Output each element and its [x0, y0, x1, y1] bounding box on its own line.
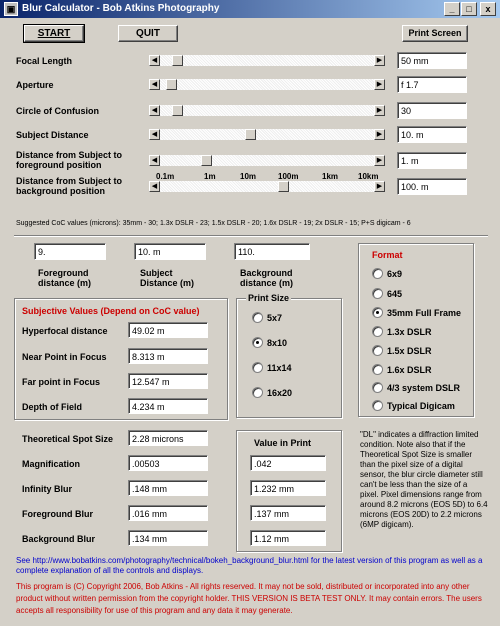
scroll-left-arrow-icon[interactable]: ◀: [149, 129, 160, 140]
format-option-label: 4/3 system DSLR: [387, 382, 461, 393]
subjective-values-title: Subjective Values (Depend on CoC value): [22, 306, 200, 316]
scroll-right-arrow-icon[interactable]: ▶: [374, 155, 385, 166]
scroll-right-arrow-icon[interactable]: ▶: [374, 181, 385, 192]
result-label: Foreground Blur: [22, 509, 93, 519]
result-value-field[interactable]: .016 mm: [128, 505, 208, 521]
print-value-field[interactable]: 1.12 mm: [250, 530, 326, 546]
radio-button-icon[interactable]: [372, 268, 383, 279]
scale-tick: 100m: [278, 172, 299, 181]
scroll-left-arrow-icon[interactable]: ◀: [149, 105, 160, 116]
result-label: Magnification: [22, 459, 80, 469]
slider-track[interactable]: [148, 104, 386, 117]
slider-label: Aperture: [16, 80, 54, 90]
subjective-value-label: Depth of Field: [22, 402, 82, 412]
format-option-label: Typical Digicam: [387, 400, 455, 411]
slider-value-field[interactable]: 100. m: [397, 178, 467, 195]
website-link-note[interactable]: See http://www.bobatkins.com/photography/technical/bokeh_background_blur.html for the latest version of this program as well as a complete explanation of all the controls and displays.: [16, 556, 483, 575]
radio-button-icon[interactable]: [252, 312, 263, 323]
slider-thumb[interactable]: [172, 55, 183, 66]
format-radio[interactable]: [372, 307, 461, 318]
print-value-field[interactable]: 1.232 mm: [250, 480, 326, 496]
scroll-right-arrow-icon[interactable]: ▶: [374, 55, 385, 66]
slider-value-field[interactable]: 30: [397, 102, 467, 119]
scroll-right-arrow-icon[interactable]: ▶: [374, 129, 385, 140]
scroll-left-arrow-icon[interactable]: ◀: [149, 181, 160, 192]
format-option-label: 1.6x DSLR: [387, 364, 432, 375]
quit-button[interactable]: [118, 25, 178, 42]
slider-thumb[interactable]: [172, 105, 183, 116]
format-option-label: 645: [387, 288, 403, 299]
format-radio[interactable]: [372, 268, 402, 279]
value-in-print-title: Value in Print: [254, 438, 312, 448]
scale-tick: 0.1m: [156, 172, 175, 181]
subjective-value-field[interactable]: 12.547 m: [128, 373, 208, 389]
slider-label: Focal Length: [16, 56, 72, 66]
print-screen-button[interactable]: [402, 25, 468, 42]
scale-tick: 10km: [358, 172, 379, 181]
radio-button-icon[interactable]: [252, 362, 263, 373]
print-value-field[interactable]: .042: [250, 455, 326, 471]
slider-thumb[interactable]: [245, 129, 256, 140]
subjective-value-label: Hyperfocal distance: [22, 326, 108, 336]
print-size-radio[interactable]: [252, 337, 287, 348]
radio-button-icon[interactable]: [372, 345, 383, 356]
print-size-option-label: 11x14: [267, 362, 292, 373]
coc-suggestion: Suggested CoC values (microns): 35mm - 30; 1.3x DSLR - 23; 1.5x DSLR - 20; 1.6x DSLR - 19; 2x DSLR - 15; P+S digicam - 6: [16, 220, 411, 227]
print-size-option-label: 5x7: [267, 312, 283, 323]
scale-tick: 10m: [240, 172, 257, 181]
slider-track[interactable]: [148, 180, 386, 193]
subjective-value-field[interactable]: 8.313 m: [128, 348, 208, 364]
print-size-radio[interactable]: [252, 387, 292, 398]
foreground-distance-field[interactable]: 9.: [34, 243, 106, 260]
format-option-label: 1.3x DSLR: [387, 326, 432, 337]
slider-label: Distance from Subject to background position: [16, 176, 123, 196]
title-bar: [0, 0, 500, 18]
radio-button-icon[interactable]: [372, 400, 383, 411]
subjective-value-label: Near Point in Focus: [22, 352, 107, 362]
print-screen-button-label: Print Screen: [408, 28, 462, 38]
close-button[interactable]: x: [480, 2, 496, 16]
result-label: Infinity Blur: [22, 484, 72, 494]
subjective-value-label: Far point in Focus: [22, 377, 100, 387]
format-radio[interactable]: [372, 326, 432, 337]
slider-value-field[interactable]: 1. m: [397, 152, 467, 169]
format-radio[interactable]: [372, 345, 432, 356]
result-value-field[interactable]: .134 mm: [128, 530, 208, 546]
scroll-left-arrow-icon[interactable]: ◀: [149, 155, 160, 166]
slider-label: Distance from Subject to foreground position: [16, 150, 123, 170]
result-label: Theoretical Spot Size: [22, 434, 114, 444]
result-label: Background Blur: [22, 534, 96, 544]
format-radio[interactable]: [372, 400, 455, 411]
subjective-value-field[interactable]: 49.02 m: [128, 322, 208, 338]
format-radio[interactable]: [372, 364, 432, 375]
divider: [14, 235, 488, 237]
slider-track[interactable]: [148, 154, 386, 167]
scale-tick: 1km: [322, 172, 339, 181]
print-size-radio[interactable]: [252, 312, 282, 323]
radio-button-icon[interactable]: [372, 364, 383, 375]
result-value-field[interactable]: .148 mm: [128, 480, 208, 496]
slider-thumb[interactable]: [166, 79, 177, 90]
app-icon: ▣: [4, 2, 18, 16]
radio-button-icon[interactable]: [372, 326, 383, 337]
minimize-button[interactable]: _: [444, 2, 460, 16]
background-distance-label: Background distance (m): [240, 268, 294, 288]
start-button[interactable]: [24, 25, 84, 42]
print-value-field[interactable]: .137 mm: [250, 505, 326, 521]
print-size-option-label: 16x20: [267, 387, 293, 398]
slider-value-field[interactable]: f 1.7: [397, 76, 467, 93]
foreground-distance-label: Foreground distance (m): [38, 268, 92, 288]
copyright-notice: This program is (C) Copyright 2006, Bob Atkins - All rights reserved. It may not be sold, distributed or incorporated into any other product without written permission from the copyright holder. THIS VERSION IS BETA TEST ONLY. It may contain errors. The users accepts all responsibility for use of this program and any data it may generate.: [16, 582, 482, 615]
radio-button-icon[interactable]: [372, 288, 383, 299]
slider-label: Circle of Confusion: [16, 106, 99, 116]
window-title: Blur Calculator - Bob Atkins Photography: [22, 3, 220, 14]
format-radio[interactable]: [372, 382, 460, 393]
slider-value-field[interactable]: 10. m: [397, 126, 467, 143]
format-option-label: 35mm Full Frame: [387, 307, 462, 318]
subject-distance-output-label: Subject Distance (m): [140, 268, 195, 288]
print-size-radio[interactable]: [252, 362, 292, 373]
scroll-left-arrow-icon[interactable]: ◀: [149, 55, 160, 66]
scroll-left-arrow-icon[interactable]: ◀: [149, 79, 160, 90]
slider-track[interactable]: [148, 54, 386, 67]
radio-button-icon[interactable]: [372, 307, 383, 318]
radio-button-icon[interactable]: [252, 387, 263, 398]
subjective-value-field[interactable]: 4.234 m: [128, 398, 208, 414]
background-distance-field[interactable]: 110.: [234, 243, 310, 260]
start-button-label: START: [37, 28, 71, 39]
radio-button-icon[interactable]: [252, 337, 263, 348]
radio-button-icon[interactable]: [372, 382, 383, 393]
scale-tick: 1m: [204, 172, 216, 181]
format-option-label: 1.5x DSLR: [387, 345, 432, 356]
maximize-button[interactable]: □: [461, 2, 477, 16]
quit-button-label: QUIT: [136, 28, 160, 39]
diffraction-note: "DL" indicates a diffraction limited condition. Note also that if the Theoretical Spot Size is smaller than the pixel size of a digital sensor, the blur circle diameter still can't be less than the size of a pixel. Pixel dimensions range from around 8.2 microns (EOS 5D) to 6.4 microns (EOS 20D) to 2.2 microns (6MP digicam).: [360, 430, 488, 529]
result-value-field[interactable]: 2.28 microns: [128, 430, 208, 446]
slider-track[interactable]: [148, 128, 386, 141]
scroll-right-arrow-icon[interactable]: ▶: [374, 105, 385, 116]
subject-distance-output[interactable]: 10. m: [134, 243, 206, 260]
result-value-field[interactable]: .00503: [128, 455, 208, 471]
print-size-title: Print Size: [248, 293, 290, 303]
scroll-right-arrow-icon[interactable]: ▶: [374, 79, 385, 90]
slider-track[interactable]: [148, 78, 386, 91]
slider-thumb[interactable]: [201, 155, 212, 166]
format-title: Format: [372, 250, 403, 260]
slider-label: Subject Distance: [16, 130, 89, 140]
slider-thumb[interactable]: [278, 181, 289, 192]
print-size-option-label: 8x10: [267, 337, 288, 348]
format-option-label: 6x9: [387, 268, 403, 279]
slider-value-field[interactable]: 50 mm: [397, 52, 467, 69]
format-radio[interactable]: [372, 288, 402, 299]
